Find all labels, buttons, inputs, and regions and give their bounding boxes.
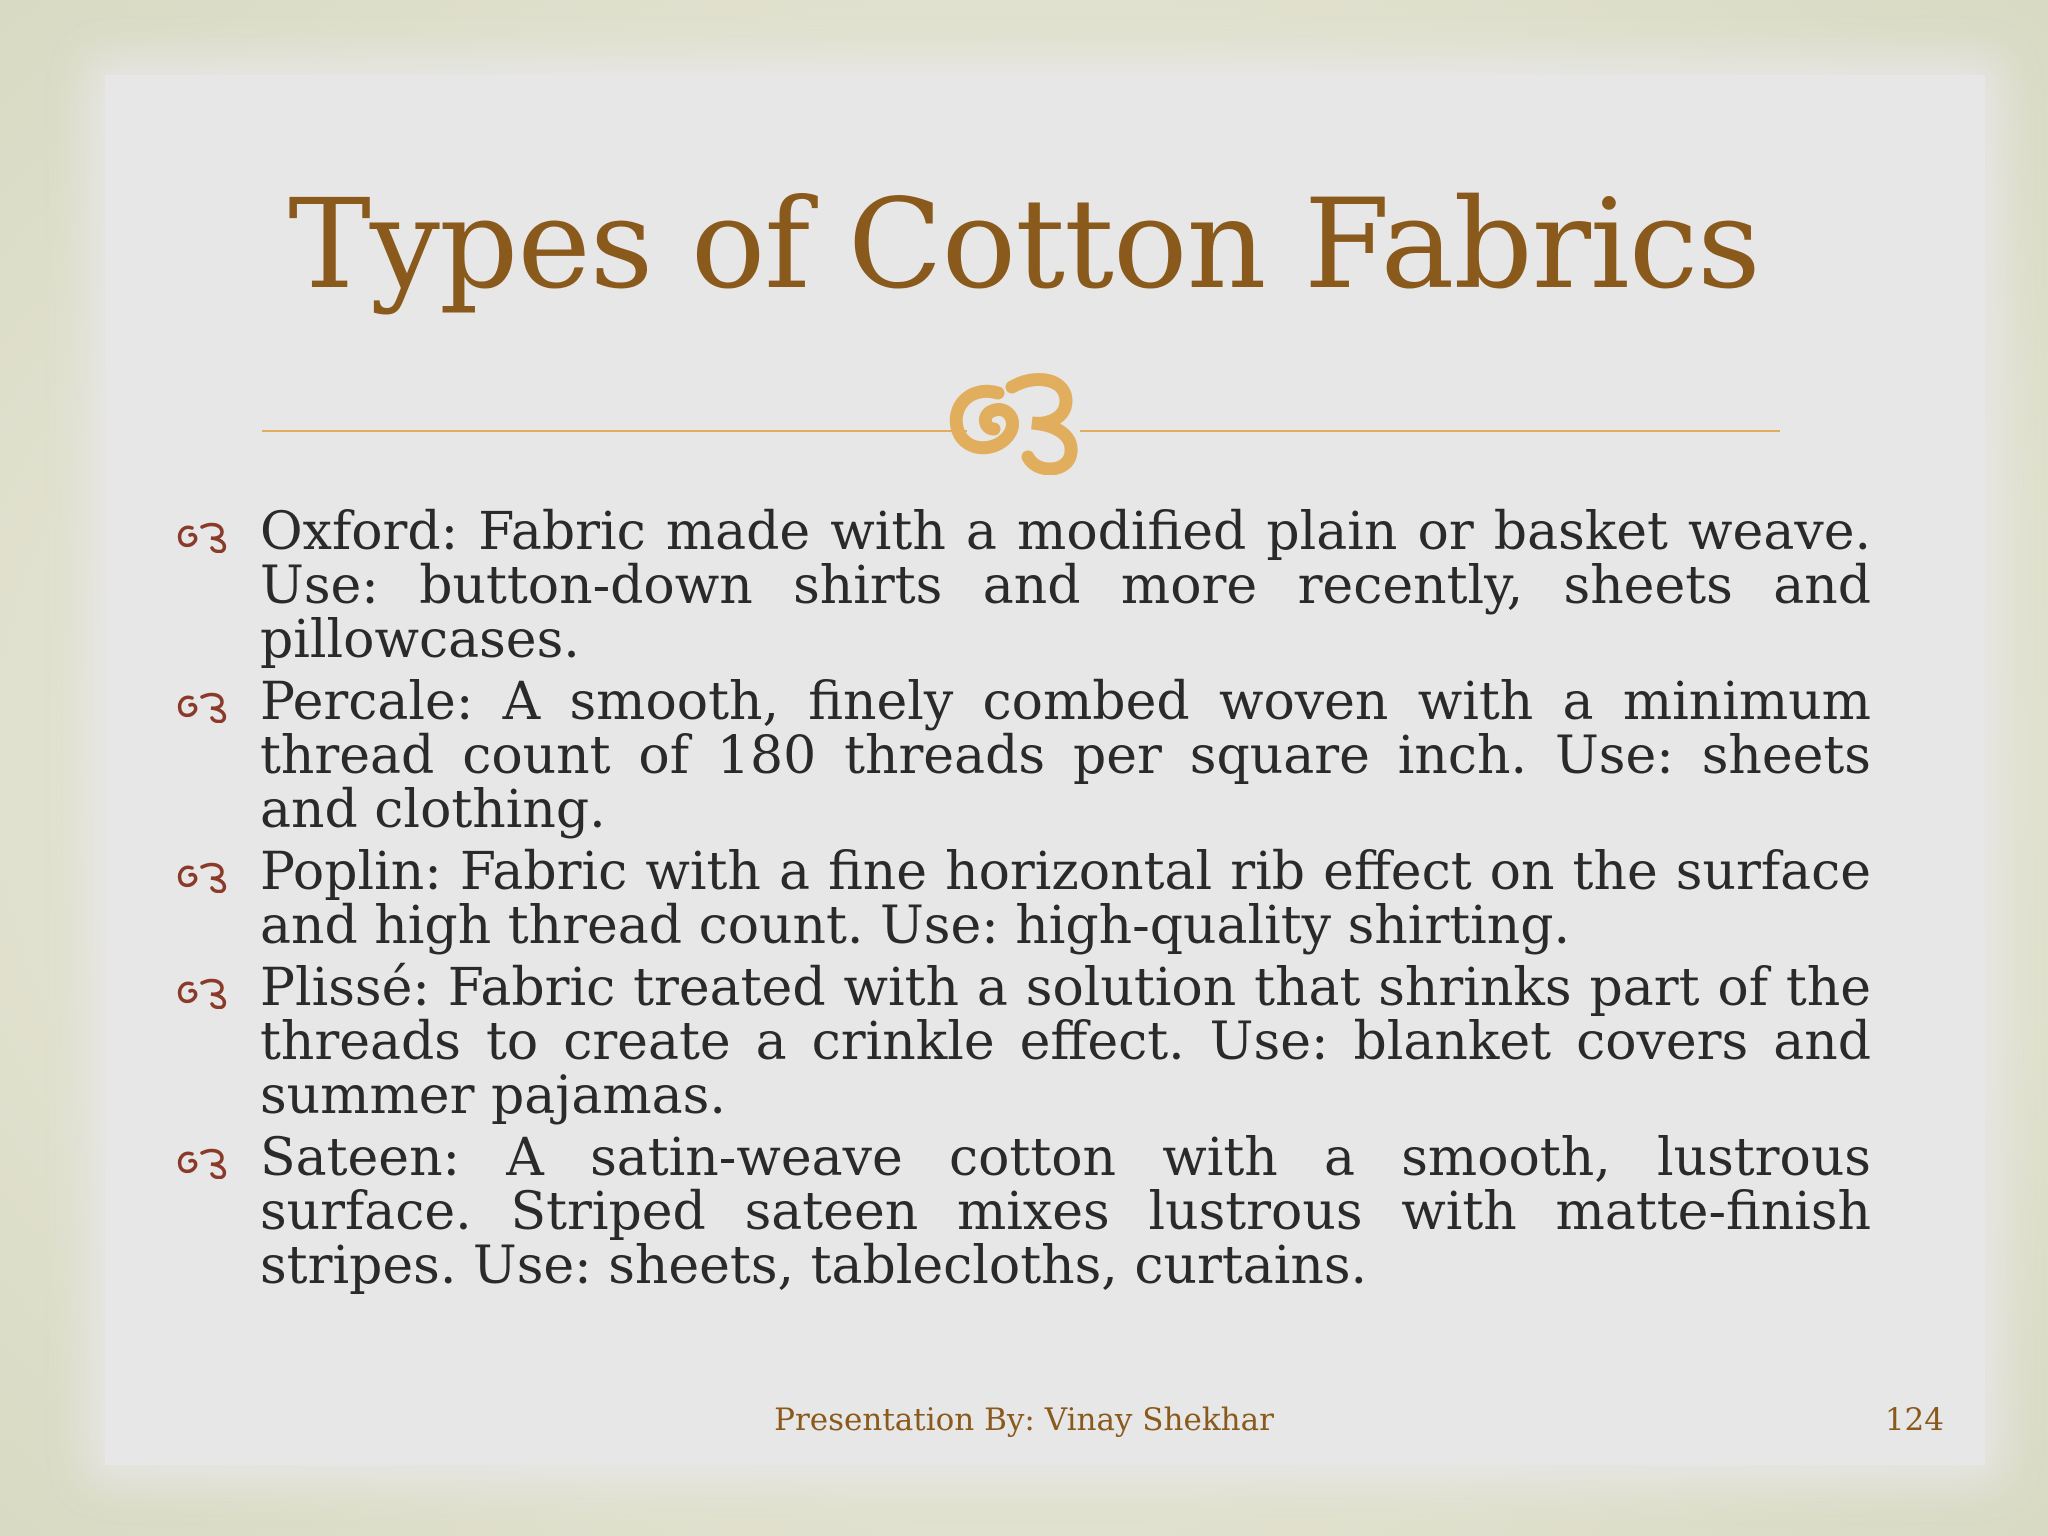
bullet-text: Percale: A smooth, finely combed woven with a minimum thread count of 180 threads per square inch. Use: sheets and clothing. (260, 672, 1871, 840)
bullet-text: Plissé: Fabric treated with a solution that shrinks part of the threads to create a crinkle effect. Use: blanket covers and summer pajamas. (260, 958, 1871, 1126)
curl-flourish-icon (940, 365, 1100, 475)
bullet-text: Poplin: Fabric with a fine horizontal rib effect on the surface and high thread count. Use: high-quality shirting. (260, 842, 1871, 956)
slide-title: Types of Cotton Fabrics (288, 173, 1760, 317)
bullet-list (176, 502, 1871, 1301)
footer-presenter: Presentation By: Vinay Shekhar (774, 1402, 1274, 1438)
divider-line-left (262, 430, 967, 432)
bullet-text: Oxford: Fabric made with a modified plain or basket weave. Use: button-down shirts and more recently, sheets and pillowcases. (260, 502, 1871, 670)
bullet-sateen (176, 1128, 1871, 1296)
curl-bullet-icon (176, 859, 234, 893)
bullet-percale (176, 672, 1871, 840)
curl-bullet-icon (176, 975, 234, 1009)
bullet-oxford (176, 502, 1871, 670)
curl-bullet-icon (176, 689, 234, 723)
curl-bullet-icon (176, 1145, 234, 1179)
curl-bullet-icon (176, 519, 234, 553)
bullet-plisse (176, 958, 1871, 1126)
page-number: 124 (1884, 1402, 1944, 1438)
bullet-poplin (176, 842, 1871, 956)
divider-line-right (1080, 430, 1780, 432)
bullet-text: Sateen: A satin-weave cotton with a smooth, lustrous surface. Striped sateen mixes lustrous with matte-finish stripes. Use: sheets, tablecloths, curtains. (260, 1128, 1871, 1296)
